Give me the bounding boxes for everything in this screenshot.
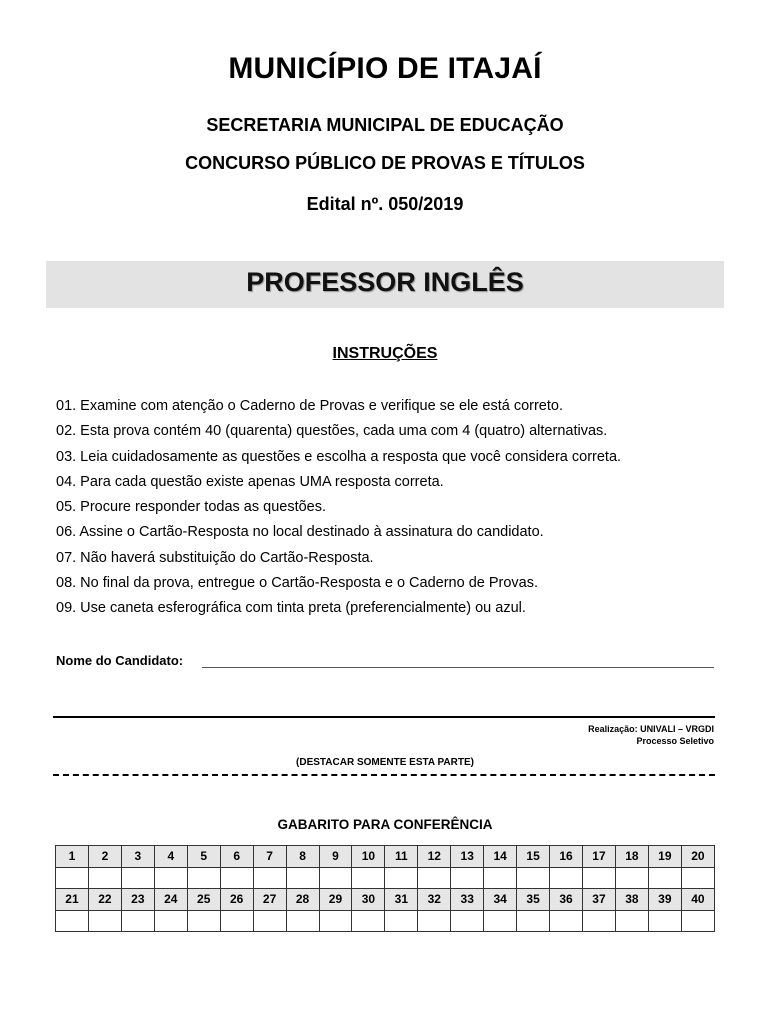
question-number: 10 [352,846,385,868]
answer-key-title: GABARITO PARA CONFERÊNCIA [277,817,493,832]
question-number: 40 [681,889,714,911]
answer-cell[interactable] [385,910,418,932]
edital-number: Edital nº. 050/2019 [306,194,464,214]
question-number: 3 [121,846,154,868]
answer-cell[interactable] [88,910,121,932]
instruction-item: 03. Leia cuidadosamente as questões e escolha a resposta que você considera correta. [56,448,622,465]
instruction-item: 01. Examine com atenção o Caderno de Provas e verifique se ele está correto. [56,398,563,414]
question-number: 33 [451,889,484,911]
answer-cell[interactable] [418,910,451,932]
secretariat-title: SECRETARIA MUNICIPAL DE EDUCAÇÃO [206,115,564,135]
answer-cell[interactable] [352,910,385,932]
answer-cell[interactable] [220,867,253,889]
question-number: 9 [319,846,352,868]
instruction-item: 08. No final da prova, entregue o Cartão-Resposta e o Caderno de Provas. [56,575,539,592]
answer-cell[interactable] [286,910,319,932]
question-number: 6 [220,846,253,868]
question-number: 21 [56,889,89,911]
answer-cell[interactable] [88,867,121,889]
municipality-title: MUNICÍPIO DE ITAJAÍ [228,52,542,85]
answer-cell[interactable] [253,910,286,932]
question-number: 17 [583,846,616,868]
answer-cell[interactable] [451,867,484,889]
answer-key-table [55,845,715,932]
question-number: 19 [648,846,681,868]
detach-note: (DESTACAR SOMENTE ESTA PARTE) [296,757,474,768]
question-number: 30 [352,889,385,911]
answer-cell[interactable] [154,867,187,889]
answer-cell[interactable] [550,910,583,932]
answer-cell[interactable] [681,910,714,932]
answer-cell[interactable] [615,867,648,889]
answer-cell[interactable] [517,867,550,889]
question-number: 24 [154,889,187,911]
question-number: 35 [517,889,550,911]
question-number: 18 [615,846,648,868]
question-number: 13 [451,846,484,868]
answer-cell[interactable] [484,867,517,889]
answer-cell[interactable] [648,867,681,889]
answer-cell[interactable] [583,867,616,889]
question-number: 38 [615,889,648,911]
organizer-label: Realização: UNIVALI – VRGDI [588,724,714,734]
question-number: 36 [550,889,583,911]
answer-cell[interactable] [56,910,89,932]
answer-cell[interactable] [253,867,286,889]
answer-cell[interactable] [648,910,681,932]
answer-cell[interactable] [154,910,187,932]
instruction-item: 02. Esta prova contém 40 (quarenta) questões, cada uma com 4 (quatro) alternativas. [56,423,608,440]
question-number: 14 [484,846,517,868]
answer-cell[interactable] [319,910,352,932]
instruction-item: 06. Assine o Cartão-Resposta no local destinado à assinatura do candidato. [56,524,544,541]
question-number: 1 [56,846,89,868]
question-number: 25 [187,889,220,911]
instructions-heading: INSTRUÇÕES [332,345,438,362]
process-label: Processo Seletivo [636,736,714,746]
question-number: 22 [88,889,121,911]
question-number: 29 [319,889,352,911]
instruction-item: 09. Use caneta esferográfica com tinta preta (preferencialmente) ou azul. [56,600,526,617]
question-number: 20 [681,846,714,868]
question-number: 39 [648,889,681,911]
answer-cell[interactable] [121,867,154,889]
question-number: 26 [220,889,253,911]
answer-cell[interactable] [681,867,714,889]
question-number: 37 [583,889,616,911]
answer-cell[interactable] [484,910,517,932]
question-number: 32 [418,889,451,911]
candidate-name-label: Nome do Candidato: [56,653,184,668]
answer-cell[interactable] [56,867,89,889]
contest-title: CONCURSO PÚBLICO DE PROVAS E TÍTULOS [185,153,585,173]
answer-cell[interactable] [517,910,550,932]
answer-cell[interactable] [418,867,451,889]
cut-line [53,774,715,776]
question-number: 2 [88,846,121,868]
instruction-item: 07. Não haverá substituição do Cartão-Resposta. [56,549,374,566]
question-number: 11 [385,846,418,868]
question-number: 15 [517,846,550,868]
answer-cell[interactable] [451,910,484,932]
instructions-list [56,394,736,622]
question-number: 31 [385,889,418,911]
question-number: 28 [286,889,319,911]
instruction-item: 04. Para cada questão existe apenas UMA resposta correta. [56,473,444,490]
question-number: 27 [253,889,286,911]
question-number: 8 [286,846,319,868]
answer-cell[interactable] [319,867,352,889]
question-number: 5 [187,846,220,868]
question-number: 16 [550,846,583,868]
question-number: 12 [418,846,451,868]
section-divider [53,716,715,718]
answer-cell[interactable] [121,910,154,932]
answer-cell[interactable] [187,867,220,889]
position-title: PROFESSOR INGLÊS [246,267,524,297]
answer-cell[interactable] [187,910,220,932]
answer-cell[interactable] [220,910,253,932]
answer-cell[interactable] [352,867,385,889]
candidate-name-field[interactable] [202,667,714,668]
answer-cell[interactable] [583,910,616,932]
answer-key-numbers-row [56,889,715,911]
question-number: 34 [484,889,517,911]
organizer-info [440,723,714,747]
answer-key-answers-row [56,910,715,932]
instruction-item: 05. Procure responder todas as questões. [56,499,327,516]
question-number: 7 [253,846,286,868]
answer-key-numbers-row [56,846,715,868]
question-number: 23 [121,889,154,911]
question-number: 4 [154,846,187,868]
answer-key-answers-row [56,867,715,889]
answer-cell[interactable] [286,867,319,889]
answer-cell[interactable] [550,867,583,889]
answer-cell[interactable] [615,910,648,932]
answer-cell[interactable] [385,867,418,889]
